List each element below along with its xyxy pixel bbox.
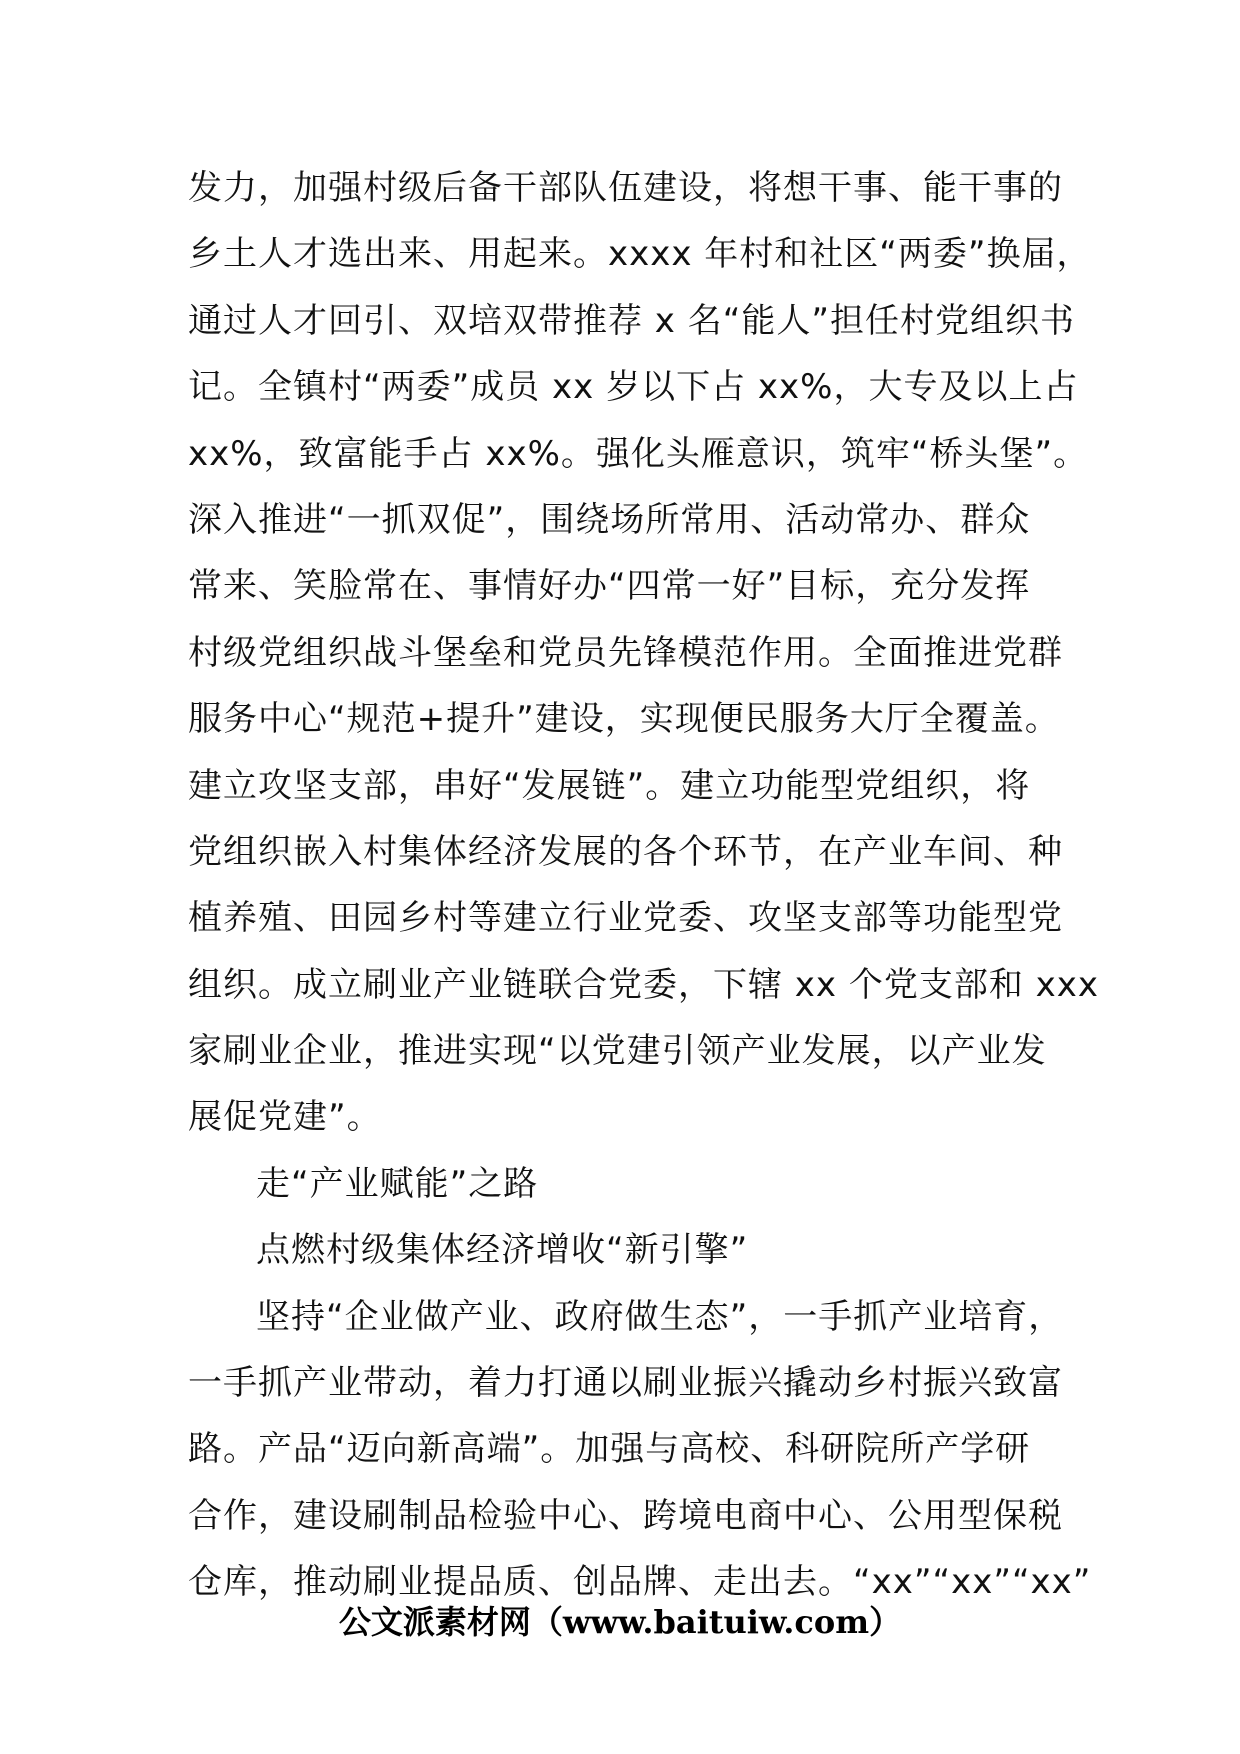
text-line: 发力，加强村级后备干部队伍建设，将想干事、能干事的	[188, 168, 1063, 208]
text-line: 服务中心“规范+提升”建设，实现便民服务大厅全覆盖。	[188, 699, 1060, 740]
section-subheading: 点燃村级集体经济增收“新引擎”	[256, 1230, 749, 1271]
text-line: 通过人才回引、双培双带推荐 x 名“能人”担任村党组织书	[188, 300, 1075, 341]
text-line: 仓库，推动刷业提品质、创品牌、走出去。“xx”“xx”“xx”	[188, 1562, 1092, 1603]
text-line: 村级党组织战斗堡垒和党员先锋模范作用。全面推进党群	[188, 632, 1063, 673]
body-text	[188, 155, 1100, 1616]
text-line: 路。产品“迈向新高端”。加强与高校、科研院所产学研	[188, 1429, 1031, 1470]
text-line: 组织。成立刷业产业链联合党委，下辖 xx 个党支部和 xxx	[188, 964, 1100, 1005]
text-line: xx%，致富能手占 xx%。强化头雁意识，筑牢“桥头堡”。	[188, 433, 1089, 474]
text-line: 建立攻坚支部，串好“发展链”。建立功能型党组织，将	[188, 765, 1031, 806]
text-line: 党组织嵌入村集体经济发展的各个环节，在产业车间、种	[188, 831, 1063, 872]
text-line: 坚持“企业做产业、政府做生态”，一手抓产业培育，	[256, 1296, 1064, 1337]
section-heading: 走“产业赋能”之路	[256, 1163, 539, 1204]
text-line: 植养殖、田园乡村等建立行业党委、攻坚支部等功能型党	[188, 898, 1063, 939]
text-line: 常来、笑脸常在、事情好办“四常一好”目标，充分发挥	[188, 566, 1031, 607]
text-line: 家刷业企业，推进实现“以党建引领产业发展，以产业发	[188, 1031, 1047, 1072]
text-line: 深入推进“一抓双促”，围绕场所常用、活动常办、群众	[188, 499, 1031, 540]
text-line: 记。全镇村“两委”成员 xx 岁以下占 xx%，大专及以上占	[188, 367, 1079, 408]
text-line: 一手抓产业带动，着力打通以刷业振兴撬动乡村振兴致富	[188, 1363, 1063, 1404]
text-line: 合作，建设刷制品检验中心、跨境电商中心、公用型保税	[188, 1495, 1063, 1536]
text-line: 乡土人才选出来、用起来。xxxx 年村和社区“两委”换届，	[188, 234, 1092, 275]
text-line: 展促党建”。	[188, 1097, 382, 1138]
footer-watermark: 公文派素材网（www.baituiw.com）	[338, 1603, 902, 1641]
